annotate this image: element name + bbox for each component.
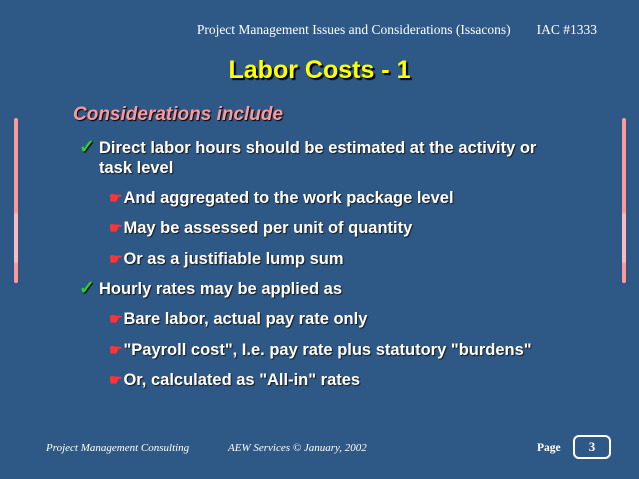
sub-bullet-item <box>109 370 609 391</box>
footer-left: Project Management Consulting <box>46 442 190 454</box>
pointing-hand-icon: ☛ <box>109 372 123 389</box>
bullet-item <box>79 137 599 178</box>
sub-bullet-text: Or, calculated as "All-in" rates <box>123 371 361 389</box>
pointing-hand-icon: ☛ <box>109 311 123 328</box>
sub-bullet-text: And aggregated to the work package level <box>123 189 454 207</box>
sub-bullet-text: May be assessed per unit of quantity <box>123 219 413 237</box>
bullet-text: Direct labor hours should be estimated at the activity or <box>99 139 537 157</box>
slide-subtitle: Considerations include <box>73 104 284 125</box>
pointing-hand-icon: ☛ <box>109 251 123 268</box>
sub-bullet-item <box>109 188 609 209</box>
checkmark-icon: ✓ <box>79 137 95 158</box>
slide-title: Labor Costs - 1 <box>228 56 411 84</box>
bullet-text: Hourly rates may be applied as <box>99 280 343 298</box>
sub-bullet-item <box>109 249 609 270</box>
pointing-hand-icon: ☛ <box>109 190 123 207</box>
header-title: Project Management Issues and Considerations (Issacons) <box>196 22 511 37</box>
page-number: 3 <box>573 435 611 459</box>
checkmark-icon: ✓ <box>79 278 95 299</box>
slide-header <box>197 22 597 38</box>
pointing-hand-icon: ☛ <box>109 342 123 359</box>
sub-bullet-item <box>109 340 609 361</box>
header-number: IAC #1333 <box>536 22 597 37</box>
sub-bullet-text: Bare labor, actual pay rate only <box>123 310 368 328</box>
sub-bullet-text: Or as a justifiable lump sum <box>123 250 344 268</box>
sub-bullet-item <box>109 218 609 239</box>
sub-bullet-text: "Payroll cost", I.e. pay rate plus statutory "burdens" <box>123 341 532 359</box>
left-accent-bar-highlight <box>14 213 18 263</box>
sub-bullet-item <box>109 309 609 330</box>
footer-center: AEW Services © January, 2002 <box>228 442 367 454</box>
page-label: Page <box>537 442 561 454</box>
pointing-hand-icon: ☛ <box>109 220 123 237</box>
bullet-text: task level <box>99 159 174 177</box>
bullet-item <box>79 278 599 299</box>
right-accent-bar-highlight <box>622 213 626 263</box>
